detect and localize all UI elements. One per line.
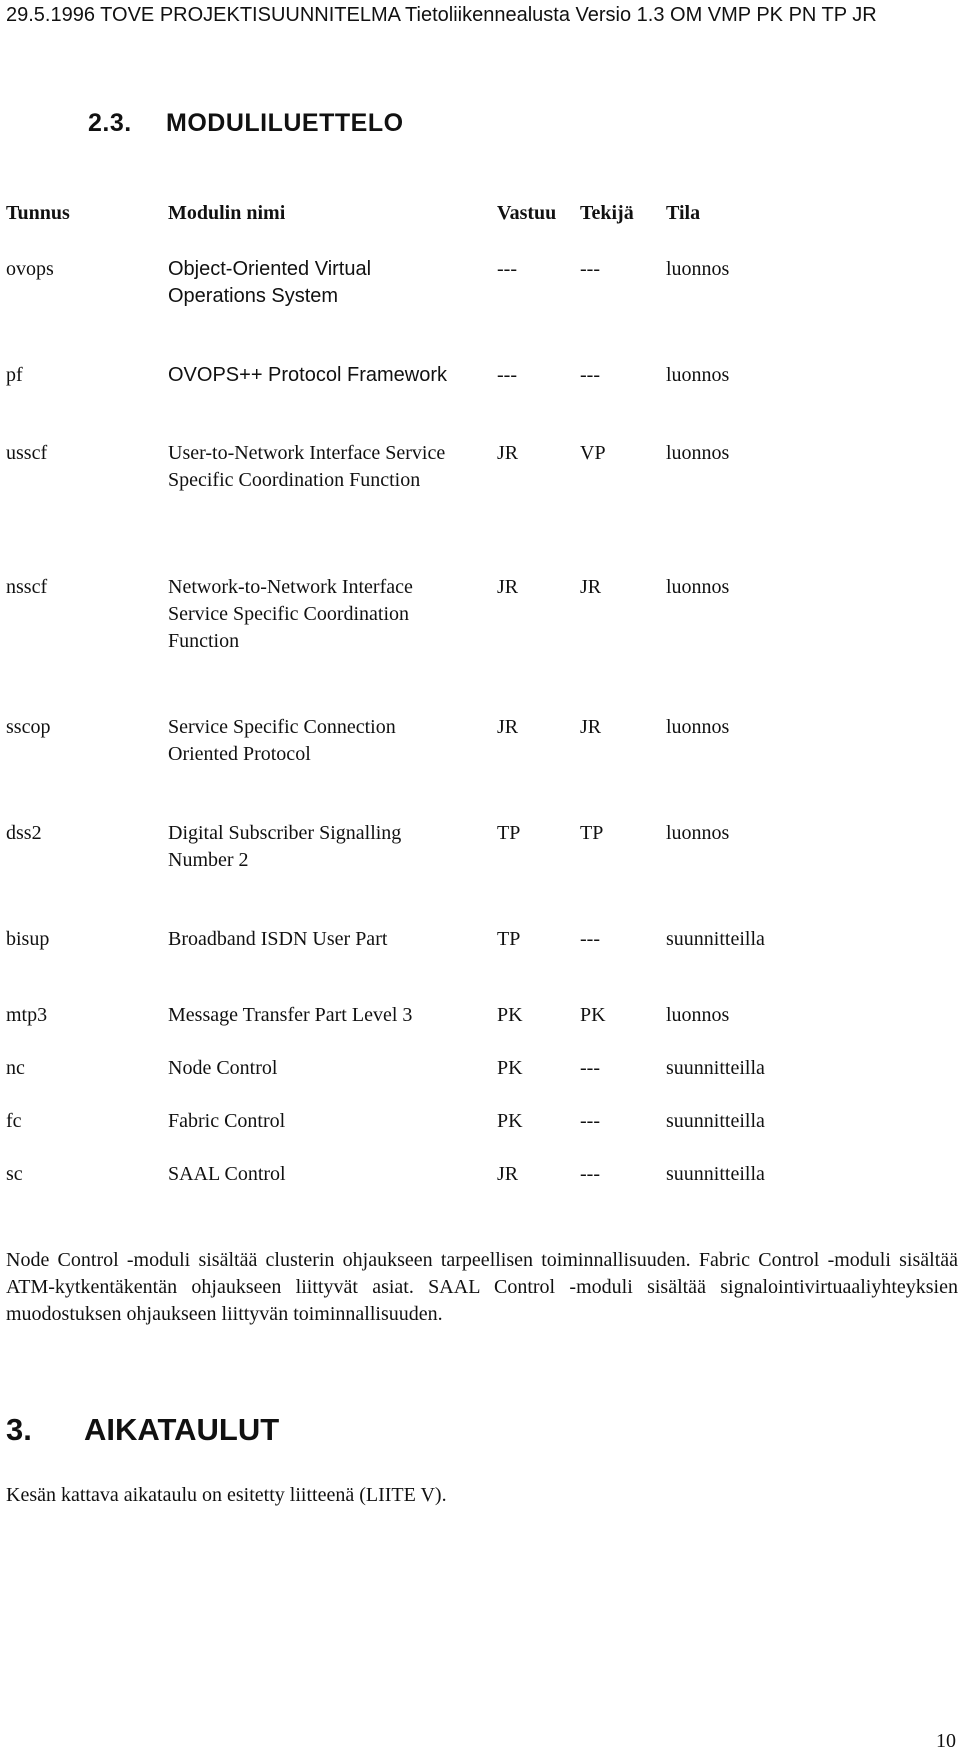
cell-vastuu: ---: [497, 258, 517, 280]
cell-tekija: ---: [580, 258, 600, 280]
cell-modulin-nimi: Fabric Control: [168, 1110, 286, 1132]
section-title: AIKATAULUT: [84, 1412, 280, 1447]
cell-tekija: ---: [580, 1110, 600, 1132]
cell-tekija: JR: [580, 716, 602, 738]
cell-modulin-nimi: OVOPS++ Protocol Framework: [168, 364, 447, 386]
cell-modulin-nimi: Network-to-Network Interface Service Specific Coordination Function: [168, 576, 413, 652]
cell-tunnus: usscf: [6, 442, 48, 464]
header-tekija: Tekijä: [580, 202, 634, 224]
cell-vastuu: JR: [497, 576, 519, 598]
cell-tekija: VP: [580, 442, 606, 464]
header-tunnus: Tunnus: [6, 202, 70, 224]
cell-tila: suunnitteilla: [666, 1110, 765, 1132]
page-number: 10: [936, 1730, 956, 1752]
cell-tila: luonnos: [666, 716, 730, 738]
cell-tunnus: sscop: [6, 716, 51, 738]
section-number: 2.3.: [88, 109, 132, 137]
cell-tila: suunnitteilla: [666, 1163, 765, 1185]
section-number: 3.: [6, 1412, 32, 1447]
page-header: 29.5.1996 TOVE PROJEKTISUUNNITELMA Tietoliikennealusta Versio 1.3 OM VMP PK PN TP JR: [6, 4, 877, 26]
schedule-paragraph: Kesän kattava aikataulu on esitetty liitteenä (LIITE V).: [6, 1484, 447, 1506]
cell-tunnus: mtp3: [6, 1004, 48, 1026]
section-title: MODULILUETTELO: [166, 109, 404, 137]
cell-tekija: ---: [580, 928, 600, 950]
cell-vastuu: JR: [497, 716, 519, 738]
cell-modulin-nimi: Message Transfer Part Level 3: [168, 1004, 413, 1026]
cell-modulin-nimi: Service Specific Connection Oriented Protocol: [168, 716, 396, 765]
cell-modulin-nimi: Broadband ISDN User Part: [168, 928, 388, 950]
cell-tunnus: pf: [6, 364, 23, 386]
cell-vastuu: PK: [497, 1057, 523, 1079]
cell-modulin-nimi: User-to-Network Interface Service Specific Coordination Function: [168, 442, 446, 491]
cell-modulin-nimi: Object-Oriented Virtual Operations System: [168, 258, 372, 307]
cell-tekija: ---: [580, 364, 600, 386]
cell-tunnus: nsscf: [6, 576, 48, 598]
cell-tila: luonnos: [666, 822, 730, 844]
cell-tila: suunnitteilla: [666, 1057, 765, 1079]
cell-tekija: ---: [580, 1057, 600, 1079]
cell-tila: luonnos: [666, 364, 730, 386]
cell-modulin-nimi: Digital Subscriber Signalling Number 2: [168, 822, 402, 871]
cell-tekija: TP: [580, 822, 604, 844]
cell-tunnus: bisup: [6, 928, 50, 950]
section-heading-aikataulut: [6, 1412, 279, 1448]
cell-tila: suunnitteilla: [666, 928, 765, 950]
cell-tila: luonnos: [666, 258, 730, 280]
cell-tila: luonnos: [666, 576, 730, 598]
header-tila: Tila: [666, 202, 701, 224]
cell-vastuu: TP: [497, 822, 521, 844]
cell-vastuu: PK: [497, 1004, 523, 1026]
cell-tunnus: fc: [6, 1110, 22, 1132]
cell-tekija: ---: [580, 1163, 600, 1185]
cell-tunnus: sc: [6, 1163, 23, 1185]
header-vastuu: Vastuu: [497, 202, 557, 224]
cell-tila: luonnos: [666, 442, 730, 464]
header-modulin-nimi: Modulin nimi: [168, 202, 286, 224]
module-description-paragraph: Node Control -moduli sisältää clusterin ohjaukseen tarpeellisen toiminnallisuuden. Fabric Control -moduli sisältää ATM-kytkentäkentän ohjaukseen liittyvät asiat. SAAL Control -moduli sisältää signalointivirtuaaliyhteyksien muodostuksen ohjaukseen liittyvän toiminnallisuuden.: [6, 1249, 958, 1325]
cell-vastuu: ---: [497, 364, 517, 386]
cell-vastuu: TP: [497, 928, 521, 950]
cell-modulin-nimi: Node Control: [168, 1057, 278, 1079]
cell-tunnus: nc: [6, 1057, 25, 1079]
cell-tekija: PK: [580, 1004, 606, 1026]
cell-tunnus: ovops: [6, 258, 54, 280]
cell-modulin-nimi: SAAL Control: [168, 1163, 286, 1185]
cell-vastuu: PK: [497, 1110, 523, 1132]
cell-vastuu: JR: [497, 442, 519, 464]
cell-tunnus: dss2: [6, 822, 42, 844]
cell-tila: luonnos: [666, 1004, 730, 1026]
cell-vastuu: JR: [497, 1163, 519, 1185]
cell-tekija: JR: [580, 576, 602, 598]
